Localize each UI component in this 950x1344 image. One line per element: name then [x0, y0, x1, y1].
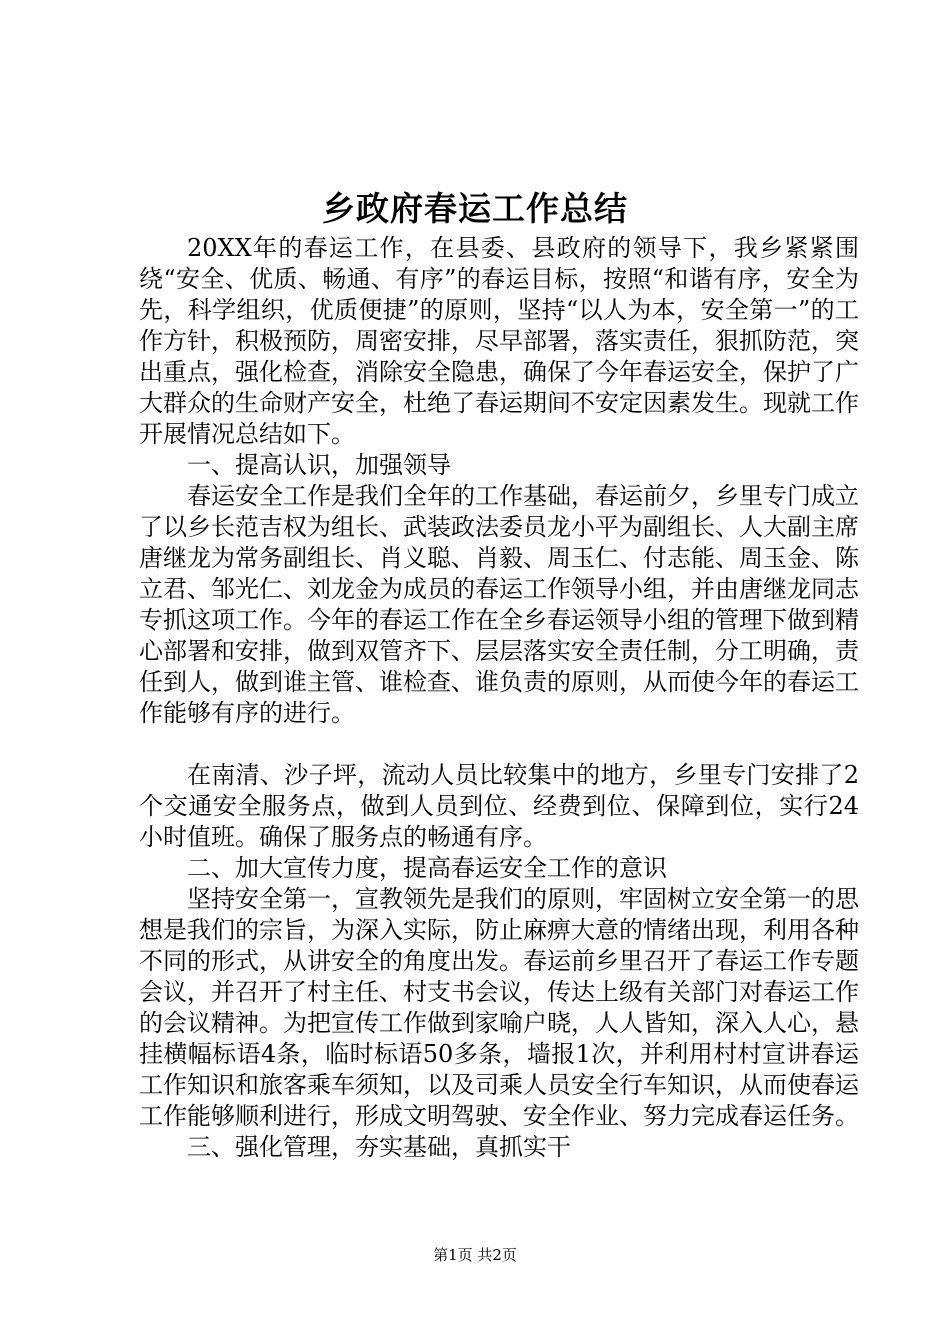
- document-title: 乡政府春运工作总结: [322, 189, 628, 228]
- service-points-paragraph: 在南清、沙子坪，流动人员比较集中的地方，乡里专门安排了2个交通安全服务点，做到人员到位、经费到位、保障到位，实行24小时值班。确保了服务点的畅通有序。: [139, 761, 859, 851]
- section-heading-3: 三、强化管理，夯实基础，真抓实干: [187, 1133, 571, 1161]
- section-1-paragraph: 春运安全工作是我们全年的工作基础，春运前夕，乡里专门成立了以乡长范吉权为组长、武装政法委员龙小平为副组长、人大副主席唐继龙为常务副组长、肖义聪、肖毅、周玉仁、付志能、周玉金、陈立君、邹光仁、刘龙金为成员的春运工作领导小组，并由唐继龙同志专抓这项工作。今年的春运工作在全乡春运领导小组的管理下做到精心部署和安排，做到双管齐下、层层落实安全责任制，分工明确，责任到人，做到谁主管、谁检查、谁负责的原则，从而使今年的春运工作能够有序的进行。: [139, 482, 859, 727]
- section-heading-2: 二、加大宣传力度，提高春运安全工作的意识: [187, 854, 667, 882]
- paragraph-gap: [139, 729, 859, 760]
- section-2-paragraph: 坚持安全第一，宣教领先是我们的原则，牢固树立安全第一的思想是我们的宗旨，为深入实际，防止麻痹大意的情绪出现，利用各种不同的形式，从讲安全的角度出发。春运前乡里召开了春运工作专题会议，并召开了村主任、村支书会议，传达上级有关部门对春运工作的会议精神。为把宣传工作做到家喻户晓，人人皆知，深入人心，悬挂横幅标语4条，临时标语50多条，墙报1次，并利用村村宣讲春运工作知识和旅客乘车须知，以及司乘人员安全行车知识，从而使春运工作能够顺利进行，形成文明驾驶、安全作业、努力完成春运任务。: [139, 885, 859, 1130]
- section-heading-1: 一、提高认识，加强领导: [187, 451, 451, 479]
- intro-paragraph: 20XX年的春运工作，在县委、县政府的领导下，我乡紧紧围绕“安全、优质、畅通、有序”的春运目标，按照“和谐有序，安全为先，科学组织，优质便捷”的原则，坚持“以人为本，安全第一”的工作方针，积极预防，周密安排，尽早部署，落实责任，狠抓防范，突出重点，强化检查，消除安全隐患，确保了今年春运安全，保护了广大群众的生命财产安全，杜绝了春运期间不安定因素发生。现就工作开展情况总结如下。: [139, 234, 859, 448]
- document-body: [139, 233, 859, 1163]
- page-number-footer: 第1页 共2页: [433, 1246, 517, 1264]
